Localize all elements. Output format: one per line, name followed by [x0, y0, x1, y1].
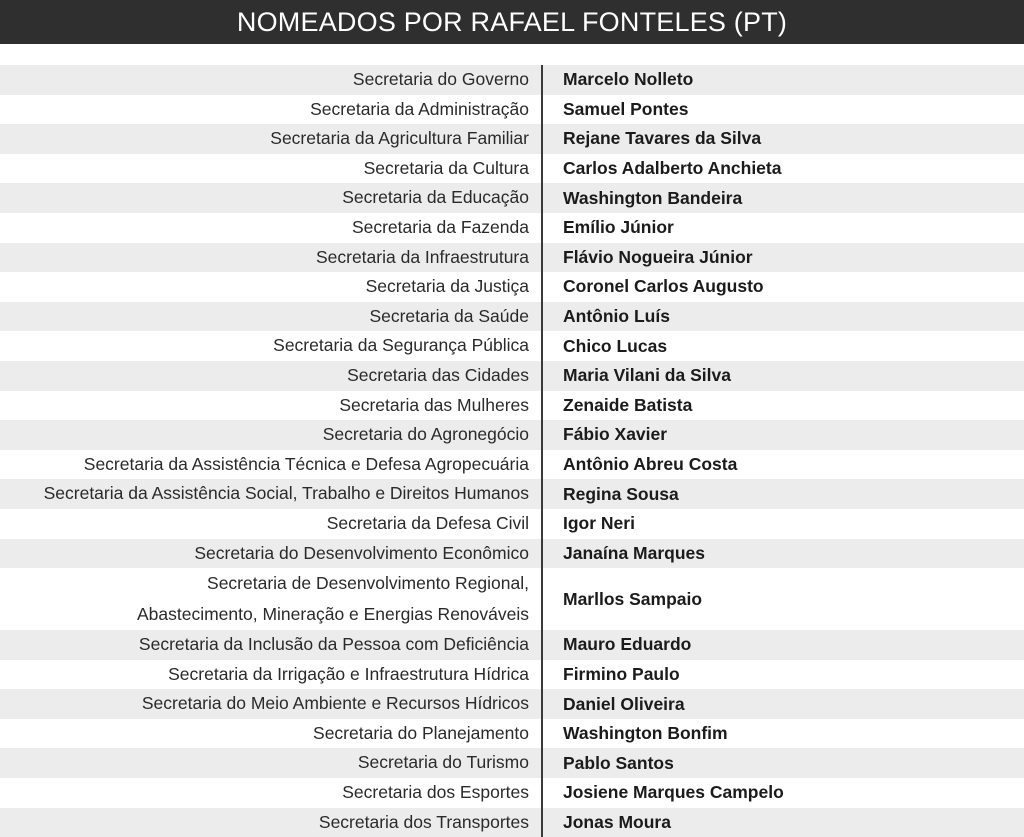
- secretaria-cell: Secretaria do Planejamento: [313, 722, 529, 743]
- secretaria-cell: Secretaria dos Esportes: [342, 782, 529, 803]
- secretaria-cell: Secretaria da Educação: [342, 187, 529, 208]
- column-divider: [541, 689, 543, 719]
- column-divider: [541, 450, 543, 480]
- secretaria-cell: Secretaria do Meio Ambiente e Recursos Hídricos: [141, 693, 529, 714]
- table-row: [0, 154, 1024, 184]
- column-divider: [541, 808, 543, 837]
- table-row: [0, 302, 1024, 332]
- page-title: [0, 0, 1024, 44]
- column-divider: [541, 660, 543, 690]
- column-divider: [541, 183, 543, 213]
- column-divider: [541, 479, 543, 509]
- table-row: [0, 660, 1024, 690]
- secretaria-cell: Secretaria do Agronegócio: [322, 424, 529, 445]
- secretaria-cell: Secretaria da Saúde: [369, 305, 529, 326]
- nome-cell: Flávio Nogueira Júnior: [563, 246, 753, 267]
- column-divider: [541, 539, 543, 569]
- table-row: [0, 361, 1024, 391]
- column-divider: [541, 243, 543, 273]
- nome-cell: Washington Bandeira: [563, 187, 743, 208]
- nome-cell: Marcelo Nolleto: [563, 69, 694, 90]
- table-row: [0, 450, 1024, 480]
- column-divider: [541, 213, 543, 243]
- secretaria-cell: Secretaria da Assistência Social, Trabalho e Direitos Humanos: [43, 483, 529, 504]
- table-row: [0, 95, 1024, 125]
- table-row: [0, 479, 1024, 509]
- nome-cell: Regina Sousa: [563, 483, 679, 504]
- secretaria-cell: Secretaria da Assistência Técnica e Defesa Agropecuária: [83, 453, 529, 474]
- column-divider: [541, 748, 543, 778]
- table-row: [0, 124, 1024, 154]
- secretaria-cell: Secretaria da Agricultura Familiar: [270, 128, 529, 149]
- nome-cell: Firmino Paulo: [563, 663, 680, 684]
- table-row: [0, 748, 1024, 778]
- nome-cell: Igor Neri: [563, 513, 635, 534]
- table-row: [0, 331, 1024, 361]
- table-row: [0, 183, 1024, 213]
- table-row: [0, 65, 1024, 95]
- column-divider: [541, 302, 543, 332]
- nome-cell: Marllos Sampaio: [563, 588, 703, 609]
- table-row: [0, 509, 1024, 539]
- nome-cell: Samuel Pontes: [563, 98, 689, 119]
- table-row: [0, 272, 1024, 302]
- nome-cell: Janaína Marques: [563, 542, 705, 563]
- nome-cell: Antônio Luís: [563, 306, 670, 327]
- table-row: [0, 213, 1024, 243]
- secretaria-cell: Secretaria da Administração: [310, 98, 529, 119]
- secretaria-cell: Secretaria da Justiça: [365, 276, 529, 297]
- nome-cell: Coronel Carlos Augusto: [563, 276, 764, 297]
- secretaria-cell: Secretaria da Cultura: [363, 157, 529, 178]
- nome-cell: Emílio Júnior: [563, 217, 674, 238]
- nome-cell: Jonas Moura: [563, 811, 671, 832]
- secretaria-cell: Secretaria da Inclusão da Pessoa com Deficiência: [138, 634, 529, 655]
- nome-cell: Maria Vilani da Silva: [563, 365, 731, 386]
- secretaria-cell: Secretaria da Segurança Pública: [273, 335, 529, 356]
- column-divider: [541, 568, 543, 630]
- column-divider: [541, 630, 543, 660]
- nome-cell: Carlos Adalberto Anchieta: [563, 158, 782, 179]
- secretaria-cell: Secretaria do Desenvolvimento Econômico: [194, 542, 529, 563]
- column-divider: [541, 331, 543, 361]
- nome-cell: Zenaide Batista: [563, 394, 693, 415]
- secretaria-cell: Secretaria das Mulheres: [339, 394, 529, 415]
- column-divider: [541, 65, 543, 95]
- table-row: [0, 630, 1024, 660]
- secretaria-cell: Secretaria do Governo: [352, 69, 529, 89]
- table-row: [0, 243, 1024, 273]
- table-row: [0, 689, 1024, 719]
- nome-cell: Fábio Xavier: [563, 424, 668, 445]
- secretaria-cell: [0, 568, 529, 630]
- column-divider: [541, 124, 543, 154]
- column-divider: [541, 361, 543, 391]
- column-divider: [541, 778, 543, 808]
- secretaria-cell: Secretaria das Cidades: [347, 364, 529, 385]
- table-row: [0, 420, 1024, 450]
- page-title-text: NOMEADOS POR RAFAEL FONTELES (PT): [236, 6, 788, 37]
- table-row: [0, 808, 1024, 837]
- column-divider: [541, 391, 543, 421]
- table-row: [0, 568, 1024, 630]
- nome-cell: Antônio Abreu Costa: [563, 454, 738, 475]
- table-row: [0, 778, 1024, 808]
- column-divider: [541, 154, 543, 184]
- nome-cell: Washington Bonfim: [563, 723, 728, 744]
- secretaria-line: Secretaria de Desenvolvimento Regional,: [207, 573, 529, 594]
- secretaria-cell: Secretaria do Turismo: [357, 752, 529, 773]
- column-divider: [541, 95, 543, 125]
- table-row: [0, 539, 1024, 569]
- secretaria-cell: Secretaria da Fazenda: [351, 216, 529, 237]
- column-divider: [541, 719, 543, 749]
- nome-cell: Rejane Tavares da Silva: [563, 128, 762, 149]
- secretaria-cell: Secretaria da Defesa Civil: [326, 512, 529, 533]
- nome-cell: Pablo Santos: [563, 752, 674, 773]
- table-row: [0, 391, 1024, 421]
- secretaria-cell: Secretaria da Infraestrutura: [315, 246, 529, 267]
- column-divider: [541, 272, 543, 302]
- column-divider: [541, 509, 543, 539]
- nome-cell: Josiene Marques Campelo: [563, 782, 784, 803]
- column-divider: [541, 420, 543, 450]
- nome-cell: Mauro Eduardo: [563, 634, 692, 655]
- secretaria-cell: Secretaria da Irrigação e Infraestrutura Hídrica: [168, 663, 529, 684]
- nome-cell: Daniel Oliveira: [563, 693, 685, 714]
- secretaria-cell: Secretaria dos Transportes: [318, 811, 529, 832]
- nome-cell: Chico Lucas: [563, 335, 668, 356]
- table-row: [0, 719, 1024, 749]
- nominees-table: [0, 65, 1024, 837]
- secretaria-line: Abastecimento, Mineração e Energias Renováveis: [136, 604, 529, 625]
